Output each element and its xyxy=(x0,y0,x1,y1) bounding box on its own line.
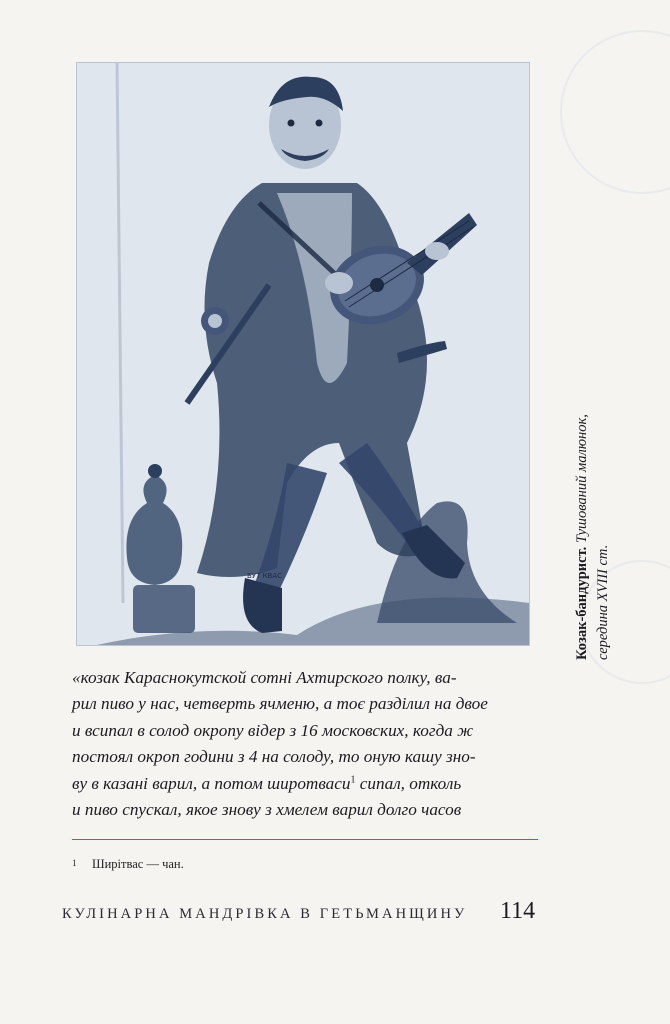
page-number: 114 xyxy=(500,898,536,924)
illustration-inscription: БУТ КВАС xyxy=(247,572,283,580)
footnote-number: 1 xyxy=(72,858,77,868)
text-line: и пиво спускал, якое знову з хмелем варил долго часов xyxy=(72,800,462,820)
footnote-divider xyxy=(72,839,538,840)
footnote-text: Ширітвас — чан. xyxy=(92,857,184,871)
illustration-drawing xyxy=(77,63,529,645)
text-line-part: сипал, отколь xyxy=(355,773,462,793)
caption-title: Козак-бандурист. xyxy=(574,546,590,660)
footnote-reference[interactable]: 1 xyxy=(350,773,356,785)
cossack-bandurist-illustration xyxy=(76,62,530,646)
text-line-part: ву в казані варил, а потом широтваси xyxy=(72,773,351,793)
text-line: и всипал в солод окропу відер з 16 московских, когда ж xyxy=(72,720,474,740)
text-line: «козак Караснокутской сотні Ахтирского полку, ва- xyxy=(72,668,457,687)
caption-description: Тушований малюнок, xyxy=(574,414,590,544)
caption-description-line-2: середина XVIII ст. xyxy=(595,544,611,660)
text-line: постоял окроп години з 4 на солоду, то оную кашу зно- xyxy=(72,747,476,767)
quote-paragraph xyxy=(72,665,540,823)
footnote xyxy=(72,857,538,872)
show-through-ornament xyxy=(560,30,670,194)
illustration-caption xyxy=(572,370,622,660)
text-line xyxy=(72,771,540,797)
running-head: КУЛІНАРНА МАНДРІВКА В ГЕТЬМАНЩИНУ xyxy=(62,906,468,922)
text-line: рил пиво у нас, четверть ячменю, а тоє разділил на двое xyxy=(72,694,488,714)
